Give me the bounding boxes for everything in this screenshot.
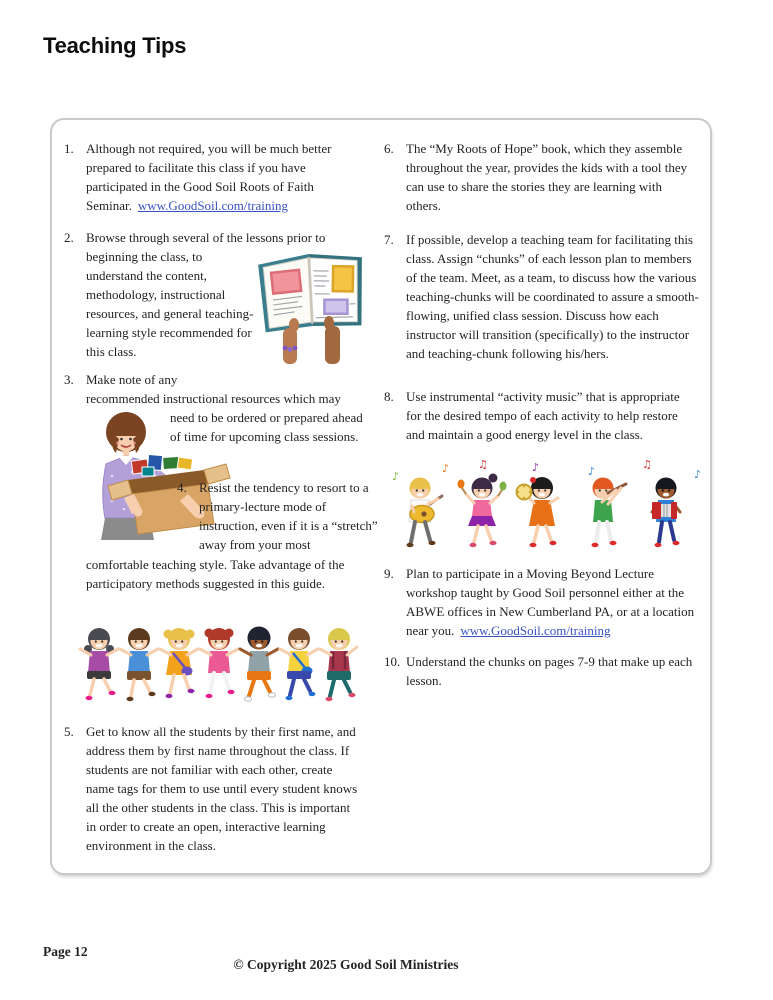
- tip-3-line1: Make note of any: [86, 372, 178, 387]
- tip-4-beside-text: Resist the tendency to resort to a primary-lecture mode of instruction, even if it is a “stretch” away from your most: [199, 480, 378, 552]
- tip-10-number: 10.: [384, 654, 401, 669]
- tip-4-below-text: comfortable teaching style. Take advantage of the participatory methods suggested in this guide.: [86, 557, 345, 591]
- tip-item-4: [177, 478, 382, 554]
- svg-text:♪: ♪: [532, 461, 540, 474]
- svg-text:♫: ♫: [478, 458, 488, 471]
- tip-2-rest: beginning the class, to understand the content, methodology, instructional resources, and general teaching-learning style recommended for this class.: [86, 249, 254, 359]
- children-playing-instruments-illustration: [390, 458, 706, 560]
- tip-5-number: 5.: [64, 724, 74, 739]
- tip-7-number: 7.: [384, 232, 394, 247]
- tip-2-number: 2.: [64, 230, 74, 245]
- tip-item-1: [64, 139, 356, 215]
- tip-4-number: 4.: [177, 480, 187, 495]
- svg-text:♪: ♪: [588, 465, 596, 478]
- tip-9-text: Plan to participate in a Moving Beyond Lecture workshop taught by Good Soil personnel either at the ABWE offices in New Cumberland PA, or at a location near you. www.GoodSoil.com/training: [406, 566, 695, 638]
- tip-5-text: Get to know all the students by their first name, and address them by first name throughout the class. If students are not familiar with each other, create name tags for them to use until every student knows all the other students in the class. This is important in order to create an open, interactive learning environment in the class.: [86, 724, 358, 853]
- page-number-label: Page 12: [43, 944, 88, 959]
- svg-text:♪: ♪: [694, 468, 702, 481]
- tip-8-number: 8.: [384, 389, 394, 404]
- tip-item-9: [384, 564, 706, 640]
- tip-1-text: Although not required, you will be much better prepared to facilitate this class if you have participated in the Good Soil Roots of Faith Seminar. www.GoodSoil.com/training: [86, 141, 332, 213]
- tip-10-text: Understand the chunks on pages 7-9 that make up each lesson.: [406, 654, 693, 688]
- goodsoil-training-link-2[interactable]: www.GoodSoil.com/training: [460, 623, 611, 638]
- svg-text:♫: ♫: [642, 458, 652, 471]
- svg-text:♪: ♪: [442, 462, 450, 475]
- teaching-tips-box: [50, 118, 712, 875]
- tip-3-number: 3.: [64, 372, 74, 387]
- tip-7-text: If possible, develop a teaching team for facilitating this class. Assign “chunks” of each lesson plan to members of the team. Meet, as a team, to discuss how the various teaching-chunks will be coordinated to assure a smooth-flowing, unified class session. Discuss how each instructor will transition (specifically) to the instructor and teaching-chunk following his/hers.: [406, 232, 699, 361]
- goodsoil-training-link-1[interactable]: www.GoodSoil.com/training: [137, 198, 288, 213]
- tip-6-number: 6.: [384, 141, 394, 156]
- tip-8-text: Use instrumental “activity music” that is appropriate for the desired tempo of each activity to help restore and maintain a good energy level in the class.: [406, 389, 680, 442]
- tip-9-number: 9.: [384, 566, 394, 581]
- svg-text:♪: ♪: [392, 470, 400, 483]
- tip-item-5: [64, 722, 360, 855]
- page-title: Teaching Tips: [43, 33, 187, 58]
- tip-item-8: [384, 387, 706, 444]
- tip-2-line1: Browse through several of the lessons prior to: [86, 230, 326, 245]
- copyright-notice: © Copyright 2025 Good Soil Ministries: [233, 957, 459, 972]
- open-book-in-hands-illustration: [252, 244, 370, 366]
- children-holding-hands-illustration: [77, 607, 379, 715]
- tip-item-7: [384, 230, 706, 363]
- tip-item-10: [384, 652, 706, 690]
- tip-item-6: [384, 139, 706, 215]
- tip-3-line2: recommended instructional resources which may: [86, 391, 341, 406]
- tip-1-number: 1.: [64, 141, 74, 156]
- tip-6-text: The “My Roots of Hope” book, which they assemble throughout the year, provides the kids with a tool they can use to share the stories they are learning with others.: [406, 141, 688, 213]
- tip-3-rest: need to be ordered or prepared ahead of time for upcoming class sessions.: [170, 410, 363, 444]
